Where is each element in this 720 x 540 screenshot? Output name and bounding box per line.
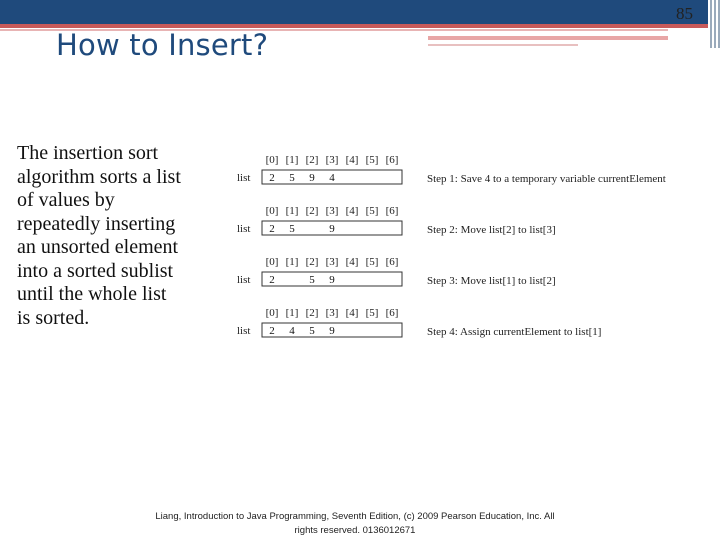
index-label: [3] xyxy=(325,154,339,166)
array-cell-value: 2 xyxy=(269,172,275,184)
index-label: [4] xyxy=(345,154,359,166)
index-label: [0] xyxy=(265,307,279,319)
index-label: [5] xyxy=(365,256,379,268)
index-label: [6] xyxy=(385,154,399,166)
body-line: The insertion sort xyxy=(17,142,159,164)
header-bar xyxy=(0,0,708,24)
list-label: list xyxy=(237,223,251,235)
list-label: list xyxy=(237,274,251,286)
array-cell-value: 2 xyxy=(269,274,275,286)
index-label: [5] xyxy=(365,205,379,217)
index-label: [2] xyxy=(305,307,319,319)
index-label: [6] xyxy=(385,256,399,268)
index-label: [4] xyxy=(345,256,359,268)
footer-line: Liang, Introduction to Java Programming, Seventh Edition, (c) 2009 Pearson Education, Inc. All xyxy=(155,511,555,522)
step-caption: Step 3: Move list[1] to list[2] xyxy=(427,275,556,287)
page-number: 85 xyxy=(676,4,693,23)
body-line: repeatedly inserting xyxy=(17,212,176,235)
index-label: [6] xyxy=(385,307,399,319)
array-cell-value: 9 xyxy=(309,172,315,184)
index-label: [3] xyxy=(325,256,339,268)
array-cell-value: 5 xyxy=(289,223,295,235)
body-text xyxy=(17,142,207,330)
body-line: is sorted. xyxy=(17,306,90,329)
index-label: [4] xyxy=(345,205,359,217)
footer-line: rights reserved. 0136012671 xyxy=(294,525,416,536)
index-label: [0] xyxy=(265,256,279,268)
index-label: [4] xyxy=(345,307,359,319)
body-line: an unsorted element xyxy=(17,236,179,258)
body-line: of values by xyxy=(17,189,115,211)
body-line: into a sorted sublist xyxy=(17,259,174,282)
index-label: [0] xyxy=(265,154,279,166)
index-label: [2] xyxy=(305,256,319,268)
slide-title: How to Insert? xyxy=(56,28,269,62)
index-label: [1] xyxy=(285,154,299,166)
step-caption: Step 4: Assign currentElement to list[1] xyxy=(427,326,602,338)
array-cell-value: 5 xyxy=(309,274,315,286)
index-label: [3] xyxy=(325,307,339,319)
step-caption: Step 2: Move list[2] to list[3] xyxy=(427,224,556,236)
array-cell-value: 5 xyxy=(289,172,295,184)
edge-strip xyxy=(714,0,716,48)
insertion-sort-diagram xyxy=(232,150,702,345)
index-label: [5] xyxy=(365,154,379,166)
index-label: [3] xyxy=(325,205,339,217)
body-line: algorithm sorts a list xyxy=(17,165,181,188)
list-label: list xyxy=(237,172,251,184)
array-cell-value: 2 xyxy=(269,223,275,235)
array-cell-value: 4 xyxy=(329,172,335,184)
footer-citation xyxy=(140,510,570,538)
edge-strip xyxy=(710,0,712,48)
index-label: [5] xyxy=(365,307,379,319)
index-label: [2] xyxy=(305,154,319,166)
array-cell-value: 9 xyxy=(329,274,335,286)
index-label: [1] xyxy=(285,205,299,217)
array-cell-value: 5 xyxy=(309,325,315,337)
index-label: [1] xyxy=(285,307,299,319)
array-cell-value: 4 xyxy=(289,325,295,337)
title-rule-thin xyxy=(428,44,578,46)
index-label: [0] xyxy=(265,205,279,217)
array-cell-value: 9 xyxy=(329,325,335,337)
list-label: list xyxy=(237,325,251,337)
step-caption: Step 1: Save 4 to a temporary variable currentElement xyxy=(427,173,666,185)
title-rule xyxy=(428,36,668,40)
array-cell-value: 9 xyxy=(329,223,335,235)
body-line: until the whole list xyxy=(17,283,167,305)
index-label: [6] xyxy=(385,205,399,217)
array-cell-value: 2 xyxy=(269,325,275,337)
index-label: [1] xyxy=(285,256,299,268)
index-label: [2] xyxy=(305,205,319,217)
